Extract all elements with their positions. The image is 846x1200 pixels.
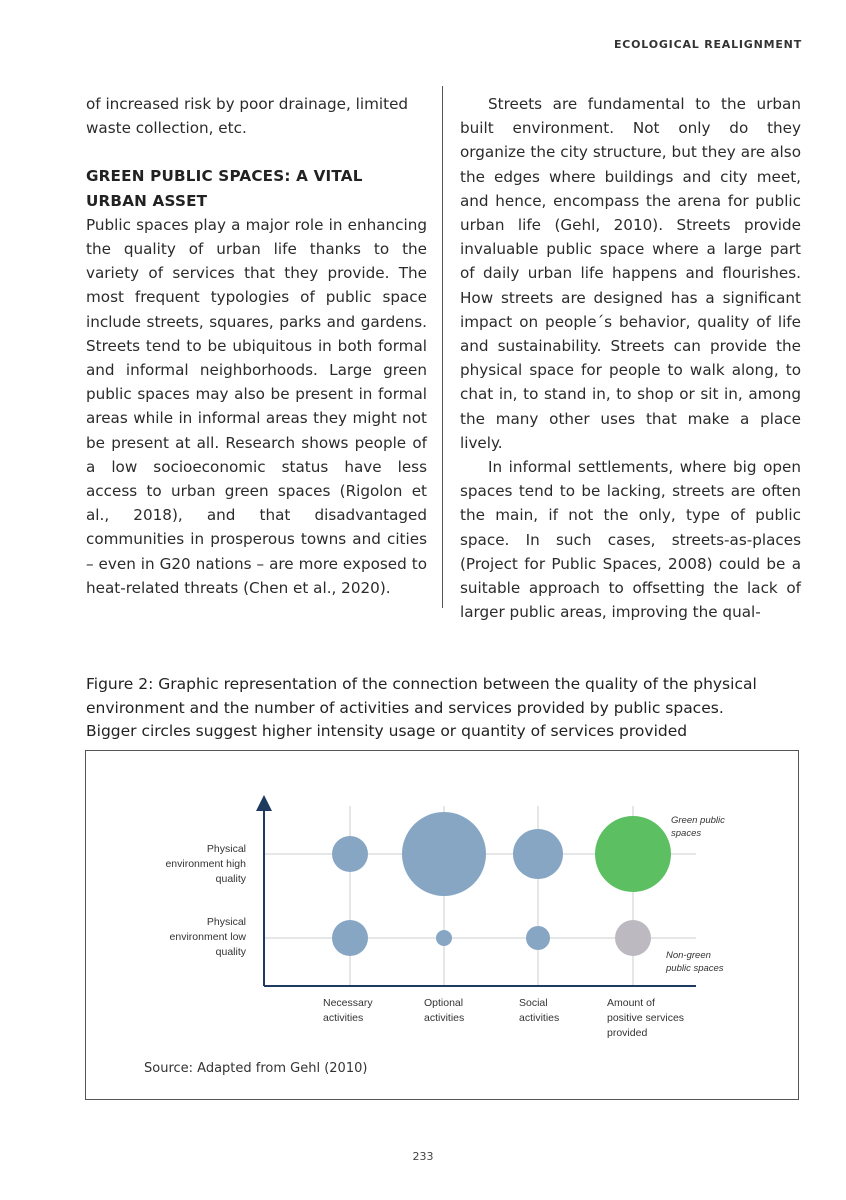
figure-box <box>85 750 799 1100</box>
bubble-chart <box>86 751 798 1051</box>
x-tick-label: activities <box>519 1012 560 1024</box>
running-header: ECOLOGICAL REALIGNMENT <box>613 38 802 51</box>
streets-paragraph: Streets are fundamental to the urban built environment. Not only do they organize the city structure, but they are also the edges where buildings and city meet, and hence, encompass the arena for public urban life (Gehl, 2010). Streets provide invaluable public space where a large part of daily urban life happens and flourishes. How streets are designed has a significant impact on people´s behavior, quality of life and sustainability. Streets can provide the physical space for people to walk along, to chat in, to stand in, to shop or sit in, among the many other uses that make a place lively. <box>460 95 801 452</box>
informal-settlements-paragraph: In informal settlements, where big open spaces tend to be lacking, streets are often the main, if not the only, type of public space. In such cases, streets-as-places (Project for Public Spaces, 2008) could be a suitable approach to offsetting the lack of larger public areas, improving the qual- <box>460 458 801 622</box>
annotation-label: public spaces <box>666 963 724 974</box>
annotation-label: Green public <box>671 815 725 826</box>
x-tick-label: activities <box>323 1012 364 1024</box>
annotation-label: Non-green <box>666 950 711 961</box>
x-tick-label: Necessary <box>323 997 373 1009</box>
x-tick-label: positive services <box>607 1012 685 1024</box>
x-tick-label: Amount of <box>607 997 655 1009</box>
bubble <box>615 920 651 956</box>
section-heading-line1: GREEN PUBLIC SPACES: A VITAL <box>86 167 363 186</box>
figure-caption-line: Bigger circles suggest higher intensity usage or quantity of services provided <box>86 722 688 740</box>
section-heading <box>86 164 427 212</box>
right-column <box>460 92 801 624</box>
figure-source: Source: Adapted from Gehl (2010) <box>144 1061 368 1076</box>
bubble <box>526 926 550 950</box>
x-tick-label: provided <box>607 1027 648 1039</box>
bubble <box>332 836 368 872</box>
bubble <box>402 812 486 896</box>
section-heading-line2: URBAN ASSET <box>86 191 208 210</box>
continued-paragraph: of increased risk by poor drainage, limited waste collection, etc. <box>86 95 409 138</box>
y-tick-label: Physical <box>206 916 246 928</box>
column-divider <box>442 86 443 608</box>
page-number: 233 <box>412 1150 434 1163</box>
annotation-label: spaces <box>671 828 702 839</box>
x-tick-label: activities <box>424 1012 465 1024</box>
figure-caption-line: Figure 2: Graphic representation of the connection between the quality of the physical <box>86 675 757 693</box>
y-tick-label: environment high <box>165 858 246 870</box>
y-tick-label: quality <box>215 873 246 885</box>
bubble <box>595 816 671 892</box>
figure-caption-line: environment and the number of activities and services provided by public spaces. <box>86 698 724 717</box>
x-tick-label: Optional <box>424 997 464 1009</box>
bubble <box>436 930 452 946</box>
y-tick-label: Physical <box>206 843 246 855</box>
public-spaces-paragraph: Public spaces play a major role in enhancing the quality of urban life thanks to the variety of services that they provide. The most frequent typologies of public space include streets, squares, parks and gardens. Streets tend to be ubiquitous in both formal and informal neighborhoods. Large green public spaces may also be present in formal areas while in informal areas they might not be present at all. Research shows people of a low socioeconomic status have less access to urban green spaces (Rigolon et al., 2018), and that disadvantaged communities in prosperous towns and cities – even in G20 nations – are more exposed to heat-related threats (Chen et al., 2020). <box>86 215 427 597</box>
bubble <box>513 829 563 879</box>
figure-caption <box>86 673 786 744</box>
x-tick-label: Social <box>519 997 548 1009</box>
y-tick-label: quality <box>215 946 246 958</box>
y-tick-label: environment low <box>169 931 246 943</box>
bubble <box>332 920 368 956</box>
left-column <box>86 92 427 600</box>
